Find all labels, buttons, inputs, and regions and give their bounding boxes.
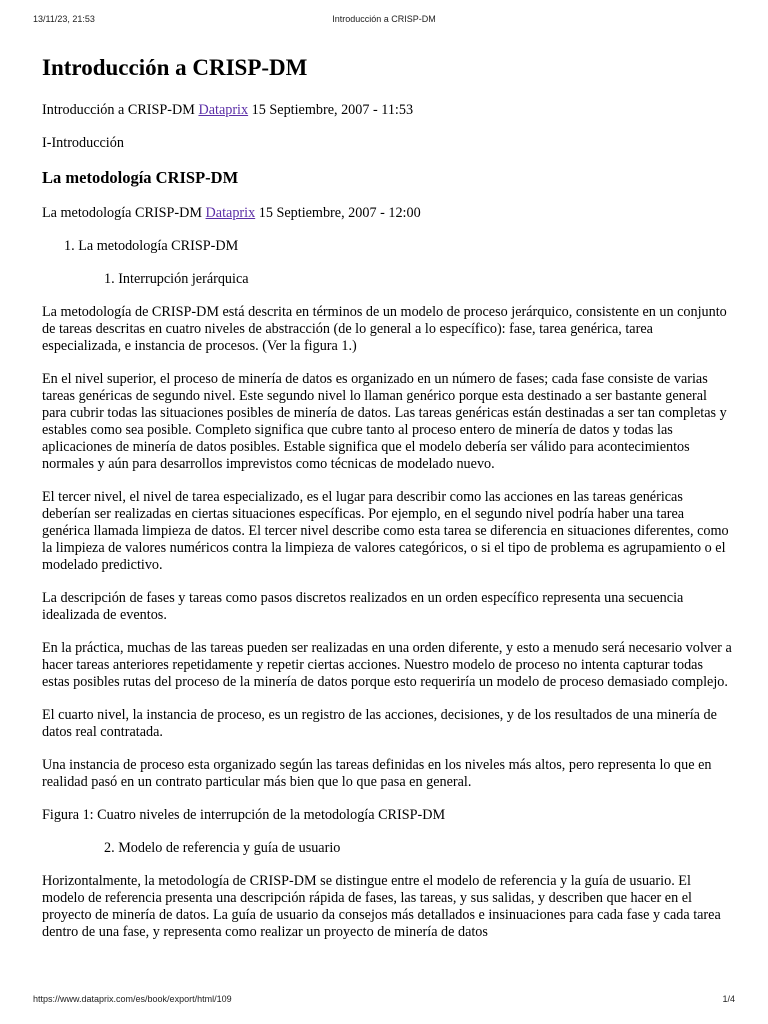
- print-title: Introducción a CRISP-DM: [332, 14, 436, 24]
- paragraph: El tercer nivel, el nivel de tarea especializado, es el lugar para describir como las acciones en las tareas genéricas deberían ser realizadas en ciertas situaciones específicas. Por ejemplo, en el segundo nivel podría haber una tarea genérica llamada limpieza de datos. El tercer nivel describe como esta tarea se diferencia en situaciones diferentes, como la limpieza de valores numéricos contra la limpieza de valores categóricos, o si el tipo de problema es agrupamiento o el modelado predictivo.: [42, 489, 729, 573]
- print-url: https://www.dataprix.com/es/book/export/html/109: [33, 994, 232, 1004]
- figure-caption: Figura 1: Cuatro niveles de interrupción de la metodología CRISP-DM: [42, 807, 446, 823]
- section-heading: La metodología CRISP-DM: [42, 168, 239, 187]
- paragraph: En el nivel superior, el proceso de minería de datos es organizado en un número de fases; cada fase consiste de varias tareas genéricas de segundo nivel. Este segundo nivel lo llaman genérico porque esta destinado a ser bastante general para cubrir todas las situaciones posibles de minería de datos. Las tareas genéricas están destinadas a ser tan completas y estables como sea posible. Completo significa que cubre tanto al proceso entero de minería de datos y todas las aplicaciones de minería de datos posibles. Estable significa que el modelo debería ser válido para acontecimientos normales y aún para desarrollos imprevistos como técnicas de modelado nuevo.: [42, 371, 727, 472]
- print-footer: [33, 994, 735, 1008]
- paragraph: La descripción de fases y tareas como pasos discretos realizados en un orden específico representa una secuencia idealizada de eventos.: [42, 590, 684, 623]
- paragraph: El cuarto nivel, la instancia de proceso, es un registro de las acciones, decisiones, y de los resultados de una minería de datos real contratada.: [42, 707, 717, 740]
- sublist-item: 1. Interrupción jerárquica: [104, 271, 249, 287]
- author-link[interactable]: Dataprix: [198, 102, 249, 118]
- page-title: Introducción a CRISP-DM: [42, 55, 308, 80]
- print-header: [33, 14, 735, 28]
- paragraph: En la práctica, muchas de las tareas pueden ser realizadas en una orden diferente, y esto a menudo será necesario volver a hacer tareas anteriores repetidamente y repetir ciertas acciones. Nuestro modelo de proceso no intenta capturar todas estas posibles rutas del proceso de la minería de datos porque esto requeriría un modelo de proceso demasiado complejo.: [42, 640, 732, 690]
- page-number: 1/4: [722, 994, 735, 1004]
- paragraph: La metodología de CRISP-DM está descrita en términos de un modelo de proceso jerárquico, consistente en un conjunto de tareas descritas en cuatro niveles de abstracción (de lo general a lo específico): fase, tarea genérica, tarea especializada, e instancia de procesos. (Ver la figura 1.): [42, 304, 727, 354]
- article-content: [42, 54, 732, 957]
- list-item: 1. La metodología CRISP-DM: [64, 238, 239, 254]
- article-meta: [42, 102, 732, 119]
- paragraph: Una instancia de proceso esta organizado según las tareas definidas en los niveles más altos, pero representa lo que en realidad pasó en un contrato particular más bien que lo que pasa en general.: [42, 757, 712, 790]
- section-meta: [42, 205, 732, 222]
- section-label: I-Introducción: [42, 135, 124, 151]
- print-date: 13/11/23, 21:53: [33, 14, 95, 24]
- sublist-item: 2. Modelo de referencia y guía de usuario: [104, 840, 341, 856]
- meta-prefix: Introducción a CRISP-DM: [42, 102, 195, 118]
- paragraph: Horizontalmente, la metodología de CRISP-DM se distingue entre el modelo de referencia y la guía de usuario. El modelo de referencia presenta una descripción rápida de fases, las tareas, y sus salidas, y describen que hacer en el proyecto de minería de datos. La guía de usuario da consejos más detallados e insinuaciones para cada fase y cada tarea dentro de una fase, y representa como realizar un proyecto de minería de datos: [42, 873, 721, 940]
- meta-date: 15 Septiembre, 2007 - 11:53: [251, 102, 414, 118]
- meta-prefix: La metodología CRISP-DM: [42, 205, 202, 221]
- author-link[interactable]: Dataprix: [205, 205, 256, 221]
- meta-date: 15 Septiembre, 2007 - 12:00: [258, 205, 421, 221]
